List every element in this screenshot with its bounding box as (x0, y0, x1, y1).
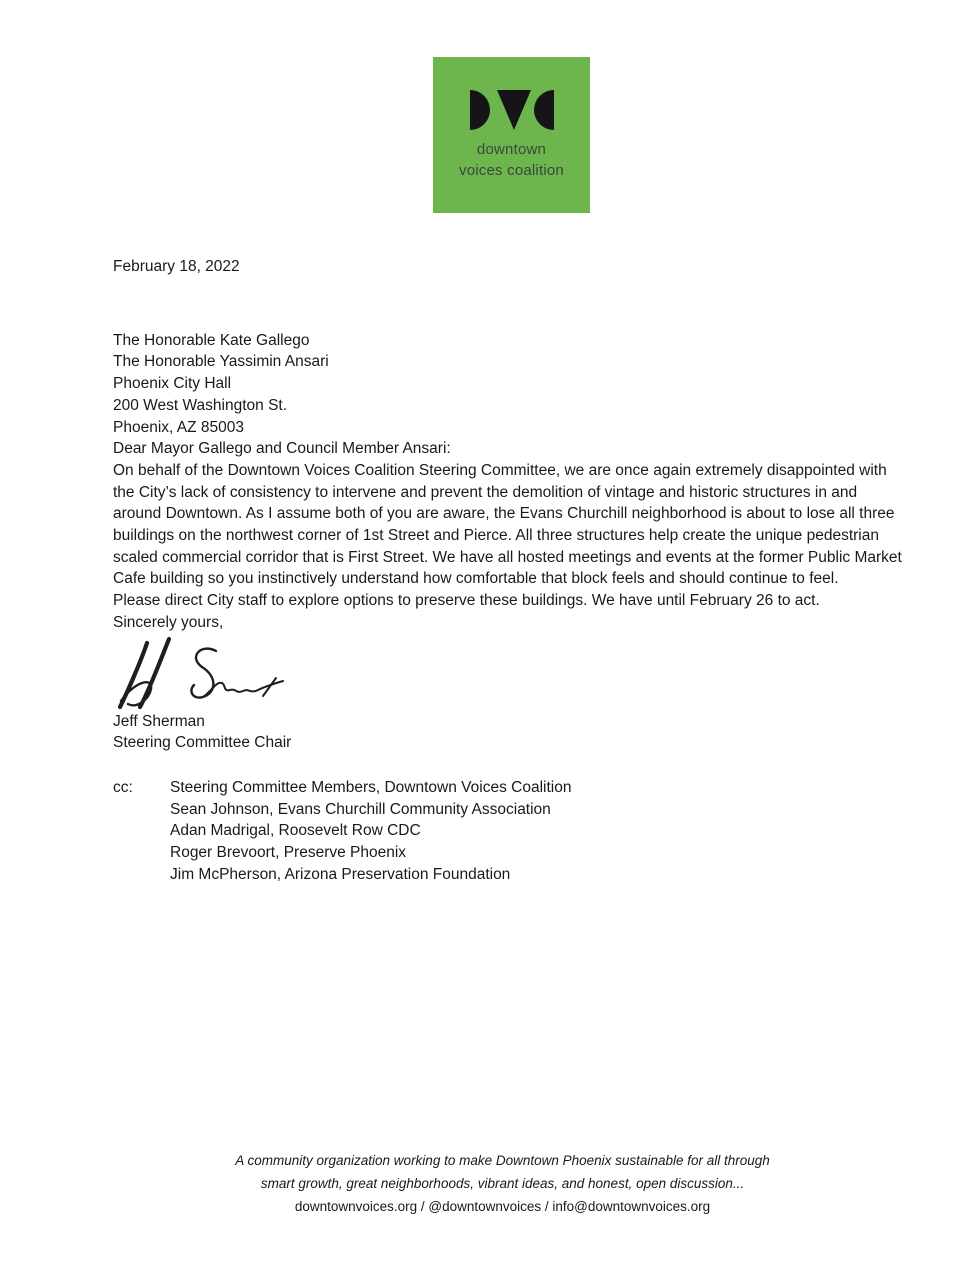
footer-tagline-line1: A community organization working to make Downtown Phoenix sustainable for all through (235, 1153, 770, 1168)
signer-name: Jeff Sherman (113, 712, 205, 730)
cc-item: Sean Johnson, Evans Churchill Community Association (170, 800, 551, 818)
signature-scribble (113, 635, 295, 711)
recipient-line: 200 West Washington St. (113, 396, 288, 414)
signer-title: Steering Committee Chair (113, 734, 292, 752)
cc-item: Jim McPherson, Arizona Preservation Foundation (170, 865, 511, 883)
recipient-line: The Honorable Kate Gallego (113, 331, 310, 349)
cc-items (170, 777, 571, 886)
recipient-line: The Honorable Yassimin Ansari (113, 353, 329, 371)
cc-item: Steering Committee Members, Downtown Voices Coalition (170, 778, 572, 796)
dvc-logomark-icon (470, 90, 554, 130)
letter-body (113, 256, 905, 885)
footer-contact-line: downtownvoices.org / @downtownvoices / info@downtownvoices.org (294, 1199, 711, 1214)
recipient-line: Phoenix City Hall (113, 375, 232, 393)
cc-item: Roger Brevoort, Preserve Phoenix (170, 844, 407, 862)
dvc-logo (433, 57, 590, 213)
salutation: Dear Mayor Gallego and Council Member Ansari: (113, 440, 451, 458)
cc-item: Adan Madrigal, Roosevelt Row CDC (170, 822, 421, 840)
body-paragraph: On behalf of the Downtown Voices Coalition Steering Committee, we are once again extremely disappointed with the City’s lack of consistency to intervene and prevent the demolition of vintage and historic structures in and around Downtown. As I assume both of you are aware, the Evans Churchill neighborhood is about to lose all three buildings on the northwest corner of 1st Street and Pierce. All three structures help create the unique pedestrian scaled commercial corridor that is First Street. We have all hosted meetings and events at the former Public Market Cafe building so you instinctively understand how comfortable that block feels and should continue to feel. (113, 461, 902, 588)
recipient-address (113, 330, 905, 439)
letter-footer (100, 1149, 905, 1218)
letter-date: February 18, 2022 (113, 258, 240, 275)
body-paragraph: Please direct City staff to explore options to preserve these buildings. We have until February 26 to act. (113, 592, 820, 610)
cc-label: cc: (113, 778, 133, 796)
closing: Sincerely yours, (113, 613, 224, 631)
logo-wordmark-line1: downtown (476, 141, 547, 158)
logo-wordmark-line2: voices coalition (459, 162, 564, 179)
footer-tagline-line2: smart growth, great neighborhoods, vibrant ideas, and honest, open discussion... (260, 1176, 745, 1191)
recipient-line: Phoenix, AZ 85003 (113, 418, 244, 436)
cc-section (113, 777, 905, 886)
